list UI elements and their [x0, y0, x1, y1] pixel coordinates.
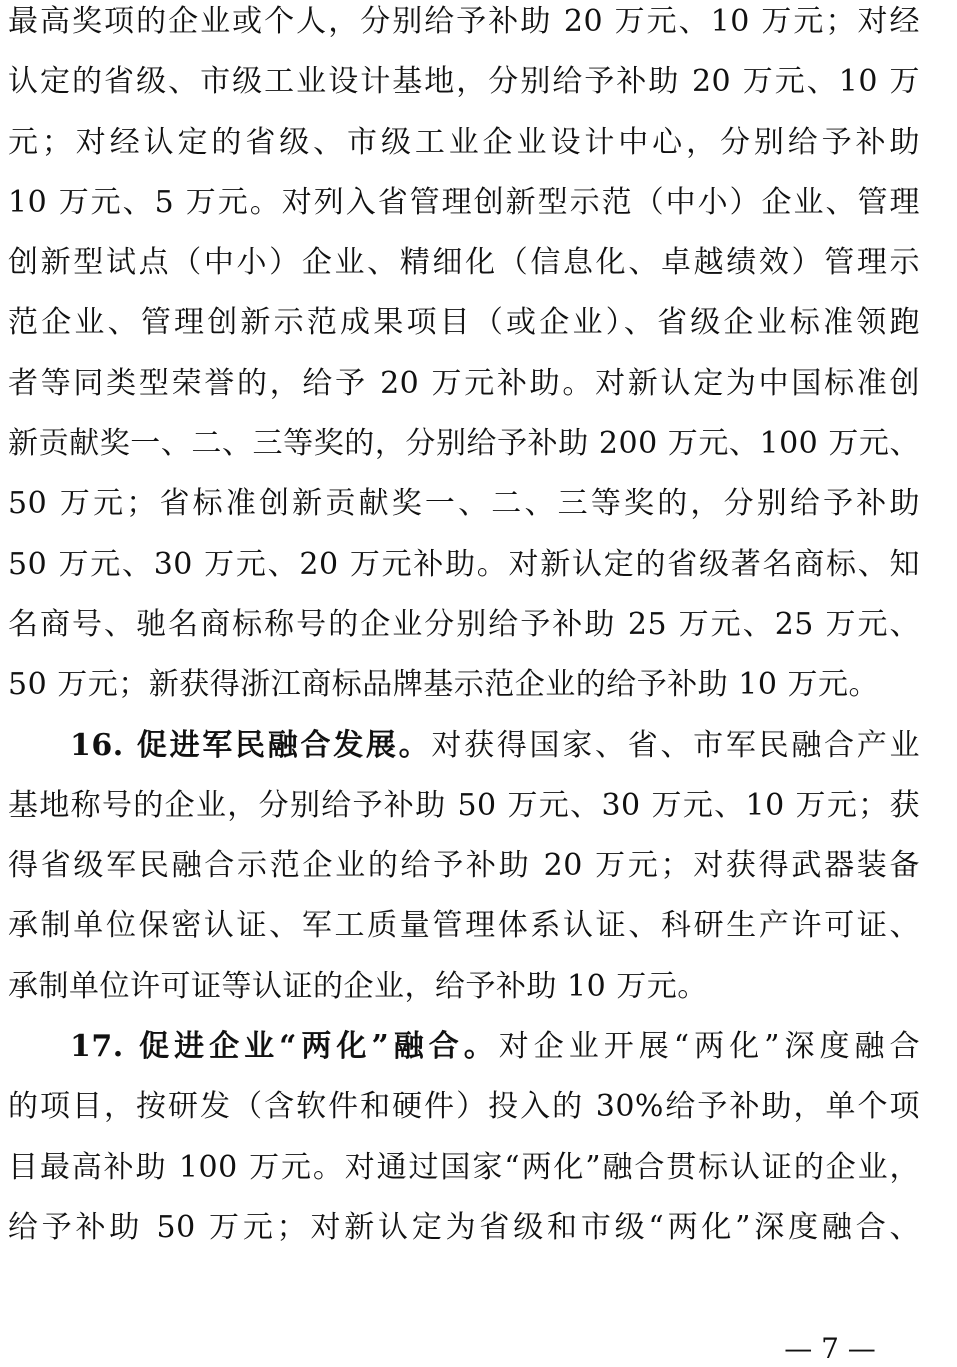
text-line: 50 万元；新获得浙江商标品牌基示范企业的给予补助 10 万元。 — [8, 667, 879, 703]
section-17-heading: 17. 促进企业“两化”融合。 — [70, 1029, 499, 1065]
document-body — [8, 0, 920, 1258]
section-17-first-text: 对企业开展“两化”深度融合 — [498, 1029, 920, 1065]
section-16-first-text: 对获得国家、省、市军民融合产业 — [431, 727, 920, 763]
text-line: 者等同类型荣誉的，给予 20 万元补助。对新认定为中国标准创 — [8, 365, 920, 401]
text-line: 元；对经认定的省级、市级工业企业设计中心，分别给予补助 — [8, 124, 920, 160]
text-line: 承制单位许可证等认证的企业，给予补助 10 万元。 — [8, 968, 708, 1004]
text-line: 范企业、管理创新示范成果项目（或企业）、省级企业标准领跑 — [8, 305, 920, 341]
page-number: — 7 — — [784, 1332, 876, 1365]
text-line: 创新型试点（中小）企业、精细化（信息化、卓越绩效）管理示 — [8, 245, 920, 281]
text-line: 新贡献奖一、二、三等奖的，分别给予补助 200 万元、100 万元、 — [8, 426, 920, 462]
text-line: 的项目，按研发（含软件和硬件）投入的 30%给予补助，单个项 — [8, 1089, 920, 1125]
section-16-first-line — [8, 716, 920, 776]
text-line: 10 万元、5 万元。对列入省管理创新型示范（中小）企业、管理 — [8, 184, 920, 220]
section-16-heading: 16. 促进军民融合发展。 — [70, 727, 432, 763]
text-line: 目最高补助 100 万元。对通过国家“两化”融合贯标认证的企业， — [8, 1149, 920, 1185]
text-line: 基地称号的企业，分别给予补助 50 万元、30 万元、10 万元；获 — [8, 787, 920, 823]
text-line: 给予补助 50 万元；对新认定为省级和市级“两化”深度融合、 — [8, 1209, 920, 1245]
text-line: 名商号、驰名商标称号的企业分别给予补助 25 万元、25 万元、 — [8, 606, 920, 642]
text-line: 50 万元、30 万元、20 万元补助。对新认定的省级著名商标、知 — [8, 546, 920, 582]
text-line: 最高奖项的企业或个人，分别给予补助 20 万元、10 万元；对经 — [8, 4, 920, 39]
section-17-first-line — [8, 1017, 920, 1077]
text-line: 得省级军民融合示范企业的给予补助 20 万元；对获得武器装备 — [8, 848, 920, 884]
text-line: 认定的省级、市级工业设计基地，分别给予补助 20 万元、10 万 — [8, 64, 920, 100]
text-line: 承制单位保密认证、军工质量管理体系认证、科研生产许可证、 — [8, 908, 920, 944]
text-line: 50 万元；省标准创新贡献奖一、二、三等奖的，分别给予补助 — [8, 486, 920, 522]
